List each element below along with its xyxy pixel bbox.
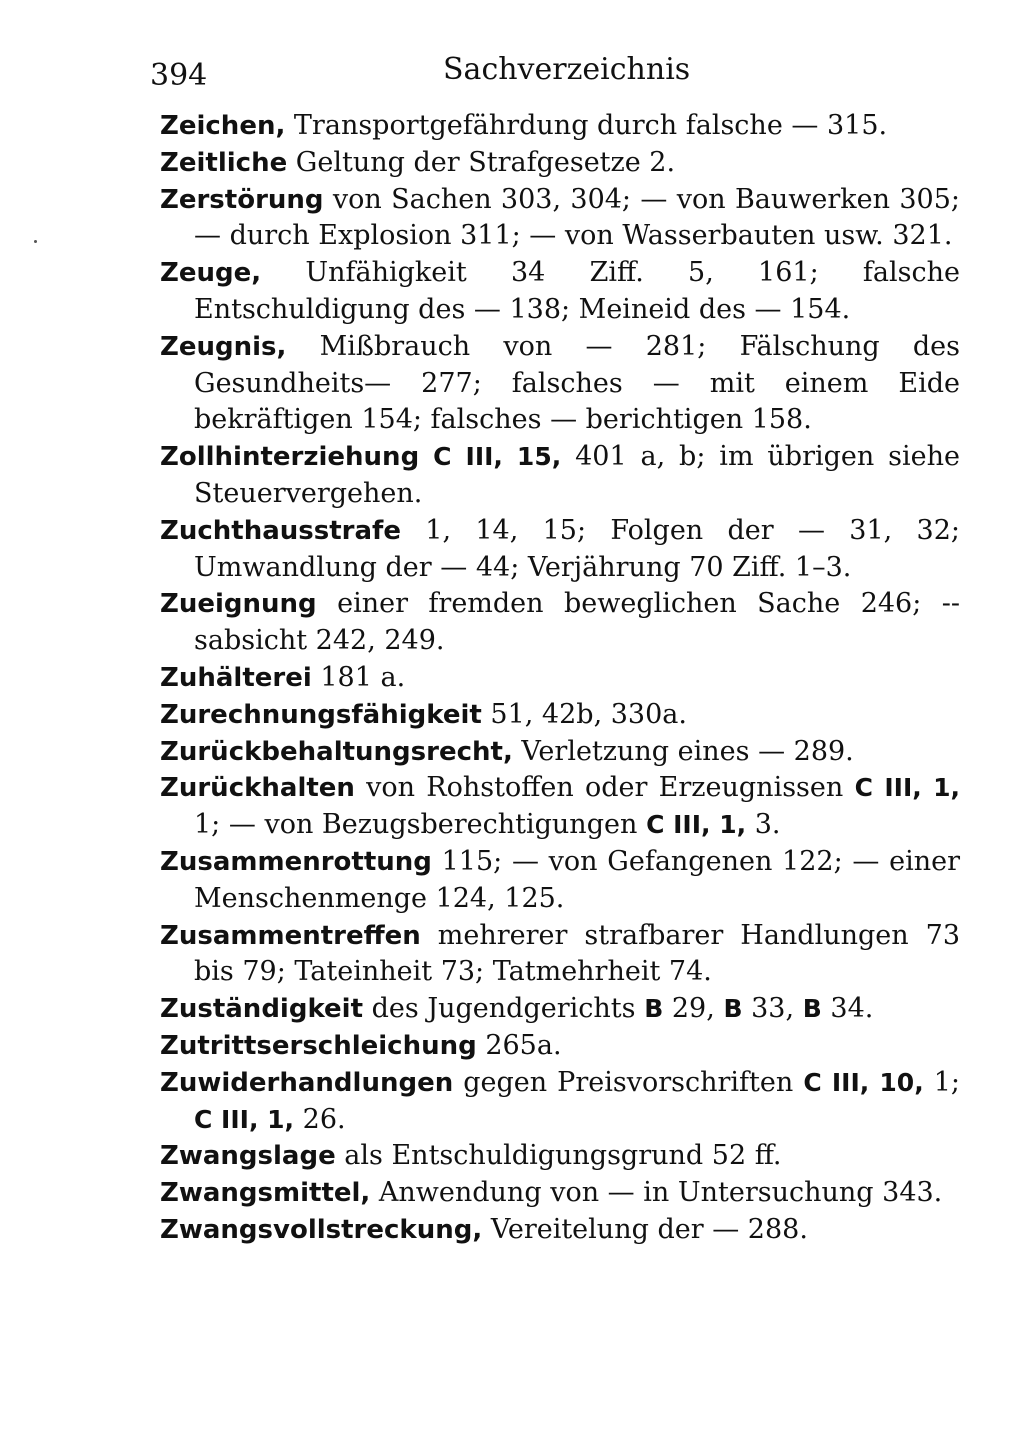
index-entry xyxy=(160,182,960,256)
index-entry xyxy=(160,844,960,918)
entry-headword: Zeugnis, xyxy=(160,331,287,362)
entry-text: Unfähigkeit 34 Ziff. 5, 161; falsche Entschuldigung des — 138; Meineid des — 154. xyxy=(194,257,960,325)
entry-headword: Zuständigkeit xyxy=(160,994,364,1025)
index-entry xyxy=(160,660,960,697)
entry-headword: Zollhinterziehung xyxy=(160,442,420,473)
index-entry xyxy=(160,991,960,1028)
page-header xyxy=(150,50,950,100)
entry-text: 26. xyxy=(294,1103,346,1135)
entry-headword: Zusammentreffen xyxy=(160,920,421,951)
entry-text: Geltung der Strafgesetze 2. xyxy=(287,146,676,178)
entry-text: 34. xyxy=(821,993,874,1025)
entry-text: von Rohstoffen oder Erzeugnissen xyxy=(354,772,844,804)
entry-text: Transportgefährdung durch falsche — 315. xyxy=(285,110,888,141)
entry-text: 33, xyxy=(742,993,795,1025)
entry-headword: Zuwiderhandlungen xyxy=(160,1067,454,1098)
entry-reference: C III, 10, xyxy=(793,1067,924,1097)
entry-text: 1; xyxy=(923,1066,960,1098)
index-entry xyxy=(160,145,960,182)
entry-text: Vereitelung der — 288. xyxy=(482,1213,808,1245)
entry-headword: Zerstörung xyxy=(160,184,324,215)
index-entry xyxy=(160,108,960,145)
entry-text: des Jugendgerichts xyxy=(363,993,636,1025)
entry-headword: Zeichen, xyxy=(160,111,286,141)
scan-speck xyxy=(34,240,37,243)
entry-headword: Zwangsvollstreckung, xyxy=(160,1214,483,1245)
index-entry xyxy=(160,255,960,329)
entry-text: Verletzung eines — 289. xyxy=(512,735,854,767)
index-entry xyxy=(160,586,960,660)
entry-headword: Zusammenrottung xyxy=(160,846,432,877)
entry-headword: Zeuge, xyxy=(160,258,262,289)
entry-text: 401 a, b; im übrigen siehe Steuervergehen. xyxy=(194,441,961,509)
entry-text: 1, 14, 15; Folgen der — 31, 32; Umwandlung der — 44; Verjährung 70 Ziff. 1–3. xyxy=(194,514,960,583)
index-entry xyxy=(160,918,960,992)
index-entry xyxy=(160,1175,960,1212)
index-entry xyxy=(160,1028,960,1065)
entry-text: 115; — von Gefangenen 122; — einer Menschenmenge 124, 125. xyxy=(194,845,960,914)
entry-headword: Zurückbehaltungsrecht, xyxy=(160,736,513,767)
entry-text: 1; — von Bezugsberechtigungen xyxy=(194,809,638,841)
index-entry xyxy=(160,734,960,771)
entry-headword: Zueignung xyxy=(160,589,317,620)
entry-headword: Zwangslage xyxy=(160,1141,336,1172)
index-entry xyxy=(160,1065,960,1139)
entry-reference: B xyxy=(714,994,743,1024)
entry-text: mehrerer strafbarer Handlungen 73 bis 79; Tateinheit 73; Tatmehrheit 74. xyxy=(194,919,960,988)
index-entry xyxy=(160,1212,960,1249)
index-entry xyxy=(160,1138,960,1175)
index-entries xyxy=(160,108,960,1249)
entry-text: 265a. xyxy=(476,1029,562,1061)
entry-text: als Entschuldigungsgrund 52 ff. xyxy=(335,1140,782,1172)
entry-text: Anwendung von — in Untersuchung 343. xyxy=(370,1177,943,1209)
entry-reference: B xyxy=(794,994,822,1024)
entry-headword: Zurückhalten xyxy=(160,773,355,804)
index-entry xyxy=(160,770,960,844)
entry-text: 3. xyxy=(746,809,781,841)
entry-headword: Zurechnungsfähigkeit xyxy=(160,699,482,730)
entry-headword: Zutrittserschleichung xyxy=(160,1030,477,1061)
entry-headword: Zuhälterei xyxy=(160,662,312,693)
entry-text: 181 a. xyxy=(311,661,406,693)
entry-text: von Sachen 303, 304; — von Bauwerken 305; — durch Explosion 311; — von Wasserbauten usw. 321. xyxy=(194,183,960,252)
running-title: Sachverzeichnis xyxy=(443,52,691,87)
entry-reference: C III, 1, xyxy=(843,773,960,803)
page-number: 394 xyxy=(150,58,208,93)
entry-reference: C III, 1, xyxy=(637,810,747,840)
index-entry xyxy=(160,513,960,587)
entry-reference: C III, 15, xyxy=(419,442,562,472)
entry-text: 51, 42b, 330a. xyxy=(481,698,687,730)
entry-headword: Zuchthausstrafe xyxy=(160,515,401,546)
entry-text: 29, xyxy=(663,993,715,1025)
index-entry xyxy=(160,439,960,513)
entry-text: Mißbrauch von — 281; Fälschung des Gesundheits— 277; falsches — mit einem Eide bekräftigen 154; falsches — berichtigen 158. xyxy=(194,330,960,436)
entry-headword: Zwangsmittel, xyxy=(160,1178,371,1209)
entry-reference: B xyxy=(635,994,664,1024)
entry-text: einer fremden beweglichen Sache 246; --sabsicht 242, 249. xyxy=(194,588,960,657)
index-entry xyxy=(160,329,960,439)
index-entry xyxy=(160,697,960,734)
entry-reference: C III, 1, xyxy=(194,1104,295,1134)
entry-headword: Zeitliche xyxy=(160,147,288,178)
entry-text: gegen Preisvorschriften xyxy=(453,1066,794,1098)
